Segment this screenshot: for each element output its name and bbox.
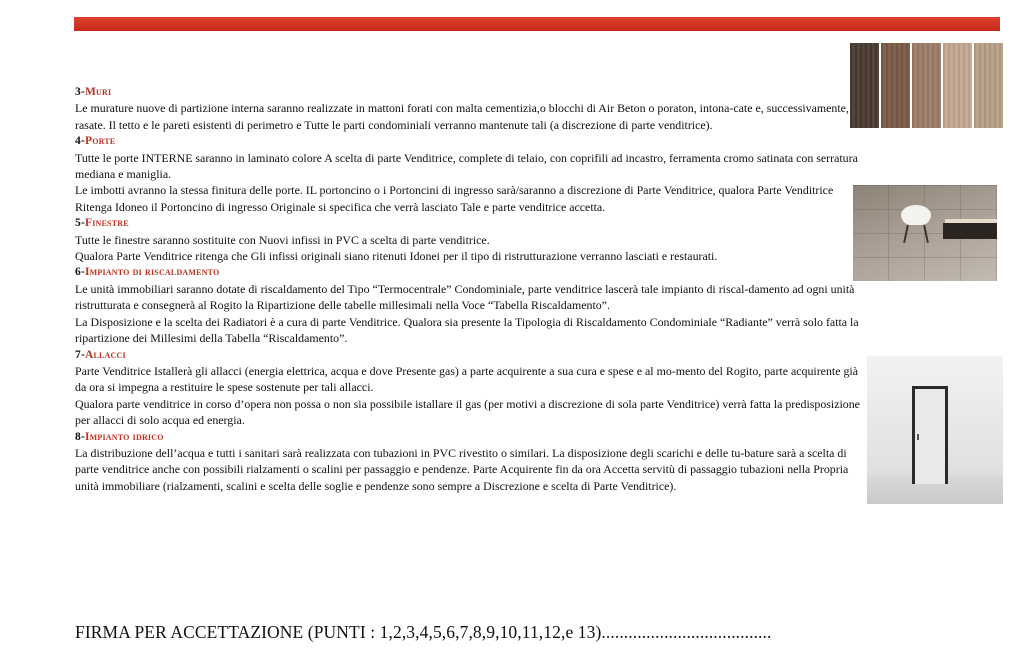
section-paragraph: La distribuzione dell’acqua e tutti i sanitari sarà realizzata con tubazioni in PVC rivestito o similari. La disposizione degli scarichi e delle tu-bature sarà a scelta di parte venditrice anche con possibili rialzamenti o scalini per passaggio e pendenze. Parte Acquirente fin da ora Accetta servitù di passaggio tubazioni nella Propria unità immobiliare (rialzamenti, scalini e scelta delle soglie e pendenze sono sempre a Discrezione e scelta di Parte Venditrice). (75, 445, 849, 493)
section-paragraph: Parte Venditrice Istallerà gli allacci (energia elettrica, acqua e dove Presente gas) a parte acquirente a sua cura e spese e al mo-mento del Rogito, parte acquirente già da ora si impegna a restituire le spese sostenute per tali allacci. (75, 363, 858, 395)
document-body (75, 84, 860, 494)
section-finestre (75, 215, 860, 264)
bathroom-tiles-image (853, 185, 997, 281)
door-image (867, 356, 1003, 504)
wood-plank (943, 43, 972, 128)
door-handle (917, 434, 919, 440)
section-heading: 8-Impianto idrico (75, 430, 164, 443)
section-paragraph: La Disposizione e la scelta dei Radiatori è a cura di parte Venditrice. Qualora sia presente la Tipologia di Riscaldamento Condominiale “Radiante” verrà solo fatta la ripartizione dei Millesimi della Tabella “Riscaldamento”. (75, 314, 859, 346)
section-paragraph: Tutte le finestre saranno sostituite con Nuovi infissi in PVC a scelta di parte venditrice. (75, 232, 490, 247)
counter (943, 223, 997, 239)
section-heading: 6-Impianto di riscaldamento (75, 266, 220, 279)
section-paragraph: Qualora parte venditrice in corso d’opera non possa o non sia possibile istallare il gas (per motivi a discrezione di sola parte Venditrice) verrà fatta la predisposizione per allacci di solo acqua ed energia. (75, 396, 860, 428)
section-heading: 3-Muri (75, 86, 112, 98)
wood-plank (850, 43, 879, 128)
section-heading: 7-Allacci (75, 348, 126, 361)
section-porte (75, 133, 860, 215)
section-paragraph: Le imbotti avranno la stessa finitura delle porte. IL portoncino o i Portoncini di ingresso sarà/saranno a discrezione di Parte Venditrice, qualora Parte Venditrice Ritenga Idoneo il Portoncino di ingresso Originale si specifica che verrà lasciato Tale e parte venditrice accetta. (75, 183, 834, 214)
section-allacci (75, 347, 860, 429)
wood-plank (881, 43, 910, 128)
section-muri (75, 84, 860, 133)
wood-plank (912, 43, 941, 128)
section-impianto-riscaldamento (75, 264, 860, 346)
wood-plank (974, 43, 1003, 128)
section-heading: 5-Finestre (75, 217, 129, 230)
section-paragraph: Le murature nuove di partizione interna saranno realizzate in mattoni forati con malta cementizia,o blocchi di Air Beton o poraton, intona-cate e, successivamente, rasate. Il tetto e le pareti esistenti di perimetro e Tutte le parti condominiali verranno mantenute tali (a discrezione di parte venditrice). (75, 101, 849, 132)
section-paragraph: Tutte le porte INTERNE saranno in laminato colore A scelta di parte Venditrice, complete di telaio, con coprifili ad incastro, ferramenta cromo satinata con serratura mediana e maniglia. (75, 150, 858, 182)
section-heading: 4-Porte (75, 135, 116, 148)
section-impianto-idrico (75, 429, 860, 495)
chair (901, 205, 931, 225)
section-paragraph: Qualora Parte Venditrice ritenga che Gli infissi originali siano ritenuti Idonei per il tipo di ristrutturazione verranno lasciati e restaurati. (75, 249, 718, 264)
wood-swatches-image (850, 43, 1003, 128)
section-paragraph: Le unità immobiliari saranno dotate di riscaldamento del Tipo “Termocentrale” Condominiale, parte venditrice lascerà tale impianto di riscal-damento ad ogni unità ristrutturata e consegnerà al Rogito la Ripartizione delle tabelle millesimali nella Voce “Tabella Riscaldamento”. (75, 281, 855, 313)
header-red-bar (74, 17, 1000, 31)
signature-line: FIRMA PER ACCETTAZIONE (PUNTI : 1,2,3,4,5,6,7,8,9,10,11,12,e 13)...................................... (75, 622, 772, 642)
